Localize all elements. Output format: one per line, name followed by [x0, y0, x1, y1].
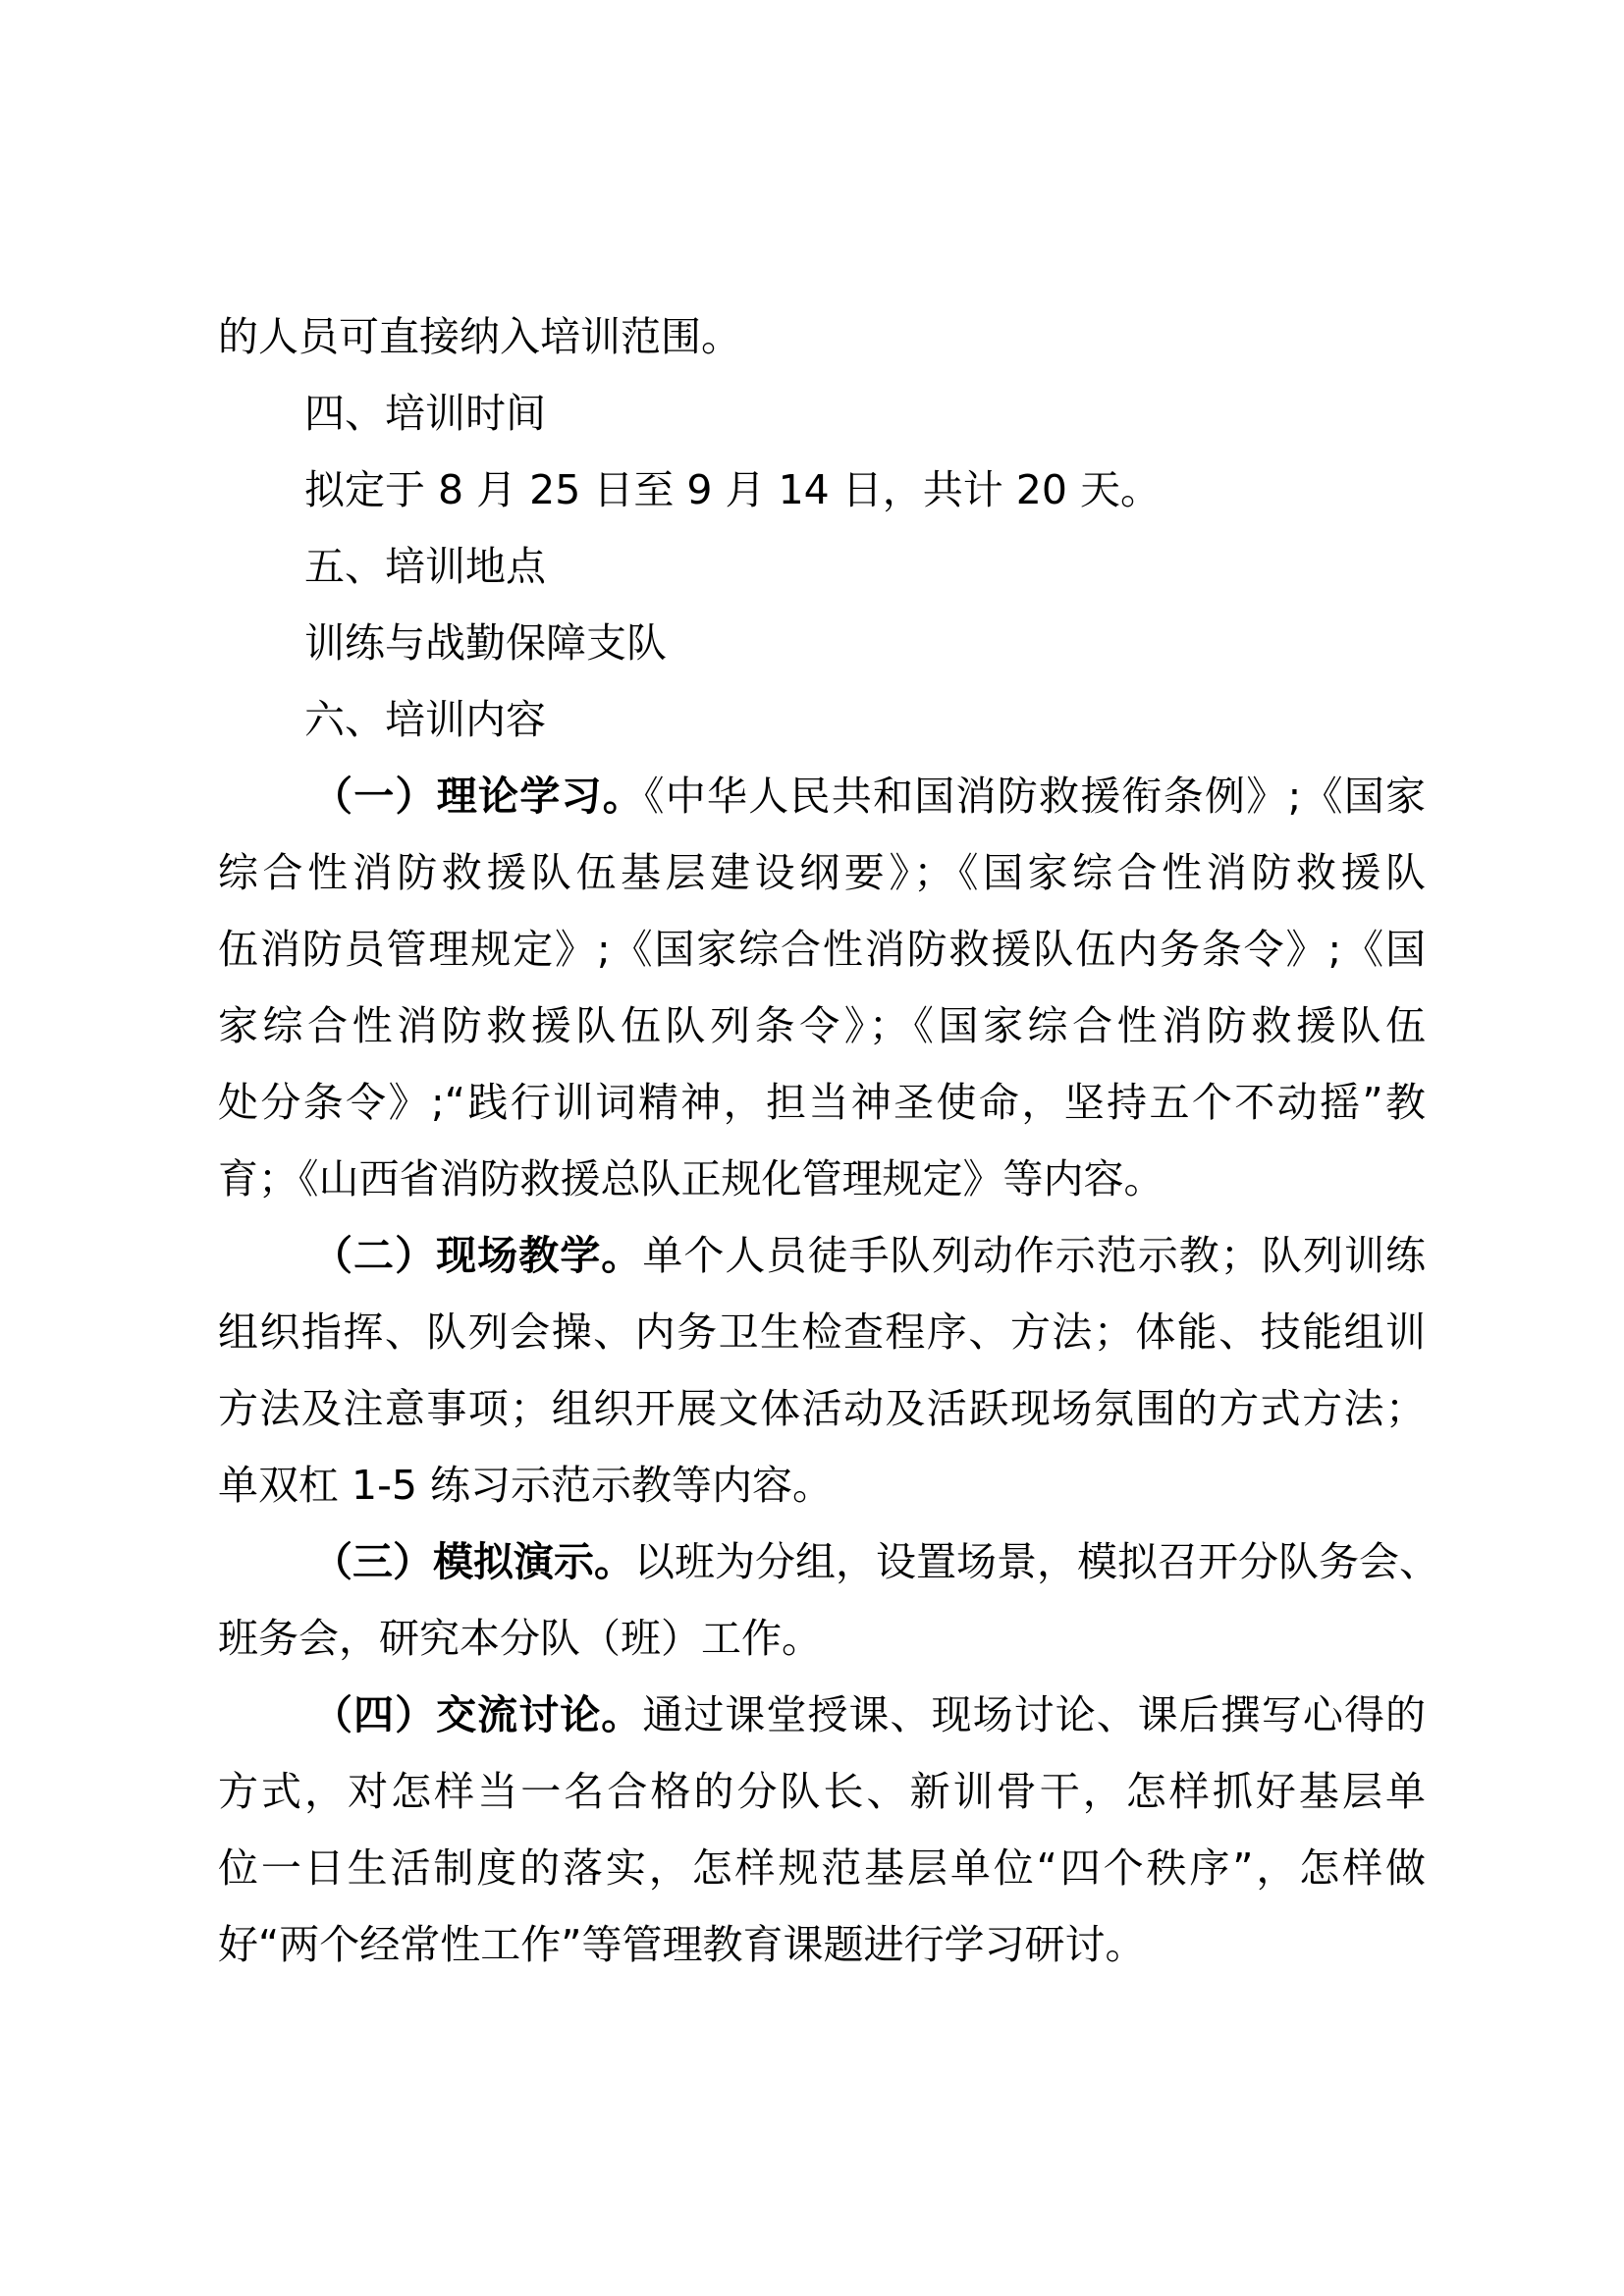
- item-theory-study-line: 育；《山西省消防救援总队正规化管理规定》等内容。: [218, 1155, 1164, 1202]
- item-text: 以班为分组，设置场景，模拟召开分队务会、: [634, 1538, 1439, 1585]
- item-theory-study-line: 伍消防员管理规定》;《国家综合性消防救援队伍内务条令》;《国: [218, 926, 1426, 973]
- item-label-simulation: （三）模拟演示。: [312, 1538, 634, 1585]
- item-theory-study-line-1: [218, 772, 1426, 848]
- item-onsite-teaching-line: 方法及注意事项；组织开展文体活动及活跃现场氛围的方式方法；: [218, 1385, 1426, 1432]
- paragraph-training-time: 拟定于 8 月 25 日至 9 月 14 日，共计 20 天。: [304, 466, 1162, 513]
- item-discussion-line: 方式，对怎样当一名合格的分队长、新训骨干，怎样抓好基层单: [218, 1768, 1426, 1815]
- item-text: 《中华人民共和国消防救援衔条例》;《国家: [643, 773, 1427, 820]
- item-text: 单个人员徒手队列动作示范示教；队列训练: [642, 1232, 1427, 1279]
- item-onsite-teaching-line: 组织指挥、队列会操、内务卫生检查程序、方法；体能、技能组训: [218, 1308, 1426, 1356]
- item-onsite-teaching-line-1: [218, 1231, 1426, 1308]
- item-discussion-line-1: [218, 1690, 1426, 1767]
- item-label-theory-study: （一）理论学习。: [312, 773, 644, 820]
- item-discussion-line: 位一日生活制度的落实，怎样规范基层单位“四个秩序”，怎样做: [218, 1844, 1426, 1892]
- document-page: [218, 312, 1439, 1997]
- section-heading-training-time: 四、培训时间: [304, 390, 546, 437]
- item-label-onsite-teaching: （二）现场教学。: [312, 1232, 643, 1279]
- section-heading-training-content: 六、培训内容: [304, 696, 546, 743]
- item-discussion-line: 好“两个经常性工作”等管理教育课题进行学习研讨。: [218, 1921, 1146, 1968]
- item-simulation-line-1: [218, 1537, 1439, 1614]
- item-theory-study-line: 家综合性消防救援队伍队列条令》；《国家综合性消防救援队伍: [218, 1002, 1426, 1049]
- paragraph-scope-tail: 的人员可直接纳入培训范围。: [218, 313, 741, 360]
- item-simulation-line: 班务会，研究本分队（班）工作。: [218, 1615, 822, 1662]
- section-heading-training-location: 五、培训地点: [304, 543, 546, 590]
- item-theory-study-line: 处分条令》;“践行训词精神，担当神圣使命，坚持五个不动摇”教: [218, 1079, 1426, 1126]
- item-label-discussion: （四）交流讨论。: [312, 1691, 643, 1738]
- paragraph-training-location: 训练与战勤保障支队: [304, 619, 667, 667]
- item-text: 通过课堂授课、现场讨论、课后撰写心得的: [642, 1691, 1427, 1738]
- item-theory-study-line: 综合性消防救援队伍基层建设纲要》；《国家综合性消防救援队: [218, 849, 1426, 896]
- item-onsite-teaching-line: 单双杠 1-5 练习示范示教等内容。: [218, 1462, 834, 1509]
